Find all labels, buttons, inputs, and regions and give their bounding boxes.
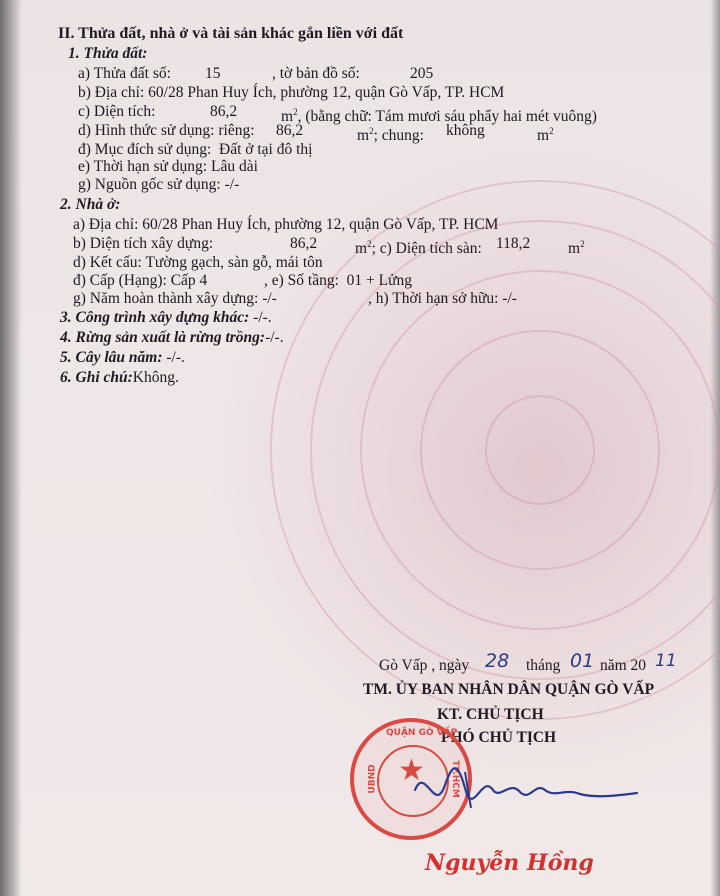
build-area-unit-sup: 2: [367, 239, 372, 249]
house-address-label: a) Địa chỉ:: [73, 216, 139, 233]
build-area-unit: m: [355, 240, 368, 258]
origin-label: g) Nguồn gốc sử dụng:: [78, 176, 221, 193]
ownership-term-value: -/-: [502, 290, 517, 307]
map-label: , tờ bản đồ số:: [272, 65, 360, 82]
year-row: [73, 290, 277, 308]
parcel-label: a) Thửa đất số:: [78, 65, 171, 82]
section-heading: II. Thửa đất, nhà ở và tài sản khác gắn liền với đất: [58, 25, 404, 42]
forest-row: [60, 329, 284, 347]
date-year-label: năm 20: [600, 657, 647, 674]
seal-text-left: UBND: [367, 764, 378, 794]
signer-name: Nguyễn Hồng: [425, 850, 594, 876]
floor-area-row: [355, 235, 482, 258]
forest-label: 4. Rừng sản xuất là rừng trồng:: [60, 329, 266, 346]
year-value: -/-: [262, 290, 277, 307]
land-address-label: b) Địa chỉ:: [78, 84, 145, 101]
grade-label: đ) Cấp (Hạng):: [73, 272, 167, 289]
usage-unit-sup: 2: [369, 126, 374, 136]
house-address-row: [73, 216, 498, 234]
notes-label: 6. Ghi chú:: [60, 369, 133, 386]
date-month: 01: [570, 650, 595, 672]
grade-value: Cấp 4: [170, 272, 208, 289]
trees-row: [60, 349, 185, 367]
usage-label: d) Hình thức sử dụng: riêng:: [78, 122, 255, 139]
authority-org: TM. ỦY BAN NHÂN DÂN QUẬN GÒ VẤP: [363, 681, 655, 698]
purpose-label: đ) Mục đích sử dụng:: [78, 141, 212, 158]
page-shadow-left: [0, 0, 22, 896]
date-year: 11: [655, 651, 677, 671]
structure-value: Tường gạch, sàn gỗ, mái tôn: [145, 254, 323, 271]
usage-unit: m: [357, 127, 370, 145]
term-label: e) Thời hạn sử dụng:: [78, 158, 208, 175]
trees-value: -/-.: [166, 349, 185, 366]
area-unit: m: [281, 108, 294, 126]
land-address-row: [78, 84, 504, 102]
floors-row: [264, 272, 412, 290]
forest-value: -/-.: [265, 329, 284, 346]
structure-label: d) Kết cấu:: [73, 254, 142, 271]
usage-common-row: [357, 122, 424, 145]
floors-label: , e) Số tầng:: [264, 272, 339, 289]
land-area-label: c) Diện tích:: [78, 103, 156, 120]
term-value: Lâu dài: [210, 158, 258, 175]
build-area-value: 86,2: [290, 235, 318, 252]
trees-label: 5. Cây lâu năm:: [60, 349, 163, 366]
parcel-row: [78, 65, 171, 83]
floor-area-unit: [568, 235, 585, 258]
seal-text-right: TP.HCM: [449, 760, 460, 798]
land-area-value: 86,2: [210, 103, 238, 120]
floor-area-value: 118,2: [496, 235, 531, 252]
construction-label: 3. Công trình xây dựng khác:: [60, 309, 250, 326]
usage-common-unit: [537, 122, 554, 145]
usage-common-unit-sup: 2: [549, 126, 554, 136]
grade-row: [73, 272, 207, 290]
floor-area-unit-m: m: [568, 240, 581, 258]
build-area-label: b) Diện tích xây dựng:: [73, 235, 214, 252]
land-area-words: , (bằng chữ: Tám mươi sáu phẩy hai mét vuông): [297, 108, 597, 126]
seal-text-top: QUẬN GÒ VẤP: [386, 728, 458, 738]
structure-row: [73, 254, 323, 272]
bronze-drum-watermark: [270, 180, 720, 720]
authority-title-2: PHÓ CHỦ TỊCH: [441, 729, 557, 746]
floors-value: 01 + Lửng: [346, 272, 413, 289]
notes-value: Không.: [132, 369, 179, 386]
origin-value: -/-: [224, 176, 240, 193]
year-label: g) Năm hoàn thành xây dựng:: [73, 290, 259, 307]
date-month-label: tháng: [526, 657, 561, 674]
origin-row: [78, 176, 239, 194]
usage-private-value: 86,2: [276, 122, 304, 139]
land-heading: 1. Thửa đất:: [68, 45, 148, 62]
seal-star-icon: ★: [398, 754, 425, 787]
usage-common-unit-m: m: [537, 127, 550, 145]
map-number: 205: [410, 65, 434, 82]
floor-area-unit-sup: 2: [580, 239, 585, 249]
parcel-number: 15: [205, 65, 221, 82]
house-heading: 2. Nhà ở:: [60, 196, 121, 213]
house-address-value: 60/28 Phan Huy Ích, phường 12, quận Gò Vấp, TP. HCM: [142, 216, 499, 233]
land-address-value: 60/28 Phan Huy Ích, phường 12, quận Gò Vấp, TP. HCM: [148, 84, 505, 101]
date-day: 28: [485, 650, 510, 672]
usage-common-label: ; chung:: [373, 127, 424, 145]
ownership-term-label: , h) Thời hạn sở hữu:: [368, 290, 499, 307]
construction-value: -/-.: [253, 309, 272, 326]
floor-area-label: ; c) Diện tích sàn:: [371, 240, 482, 258]
date-place: Gò Vấp , ngày: [379, 657, 470, 674]
notes-row: [60, 369, 179, 387]
purpose-row: [78, 141, 312, 159]
term-row: [78, 158, 258, 176]
construction-row: [60, 309, 272, 327]
authority-title-1: KT. CHỦ TỊCH: [437, 706, 544, 723]
handwritten-signature: [405, 760, 645, 820]
usage-common-value: không: [446, 122, 485, 139]
ownership-term-row: [368, 290, 517, 308]
purpose-value: Đất ở tại đô thị: [219, 141, 313, 158]
area-unit-sup: 2: [293, 107, 298, 117]
